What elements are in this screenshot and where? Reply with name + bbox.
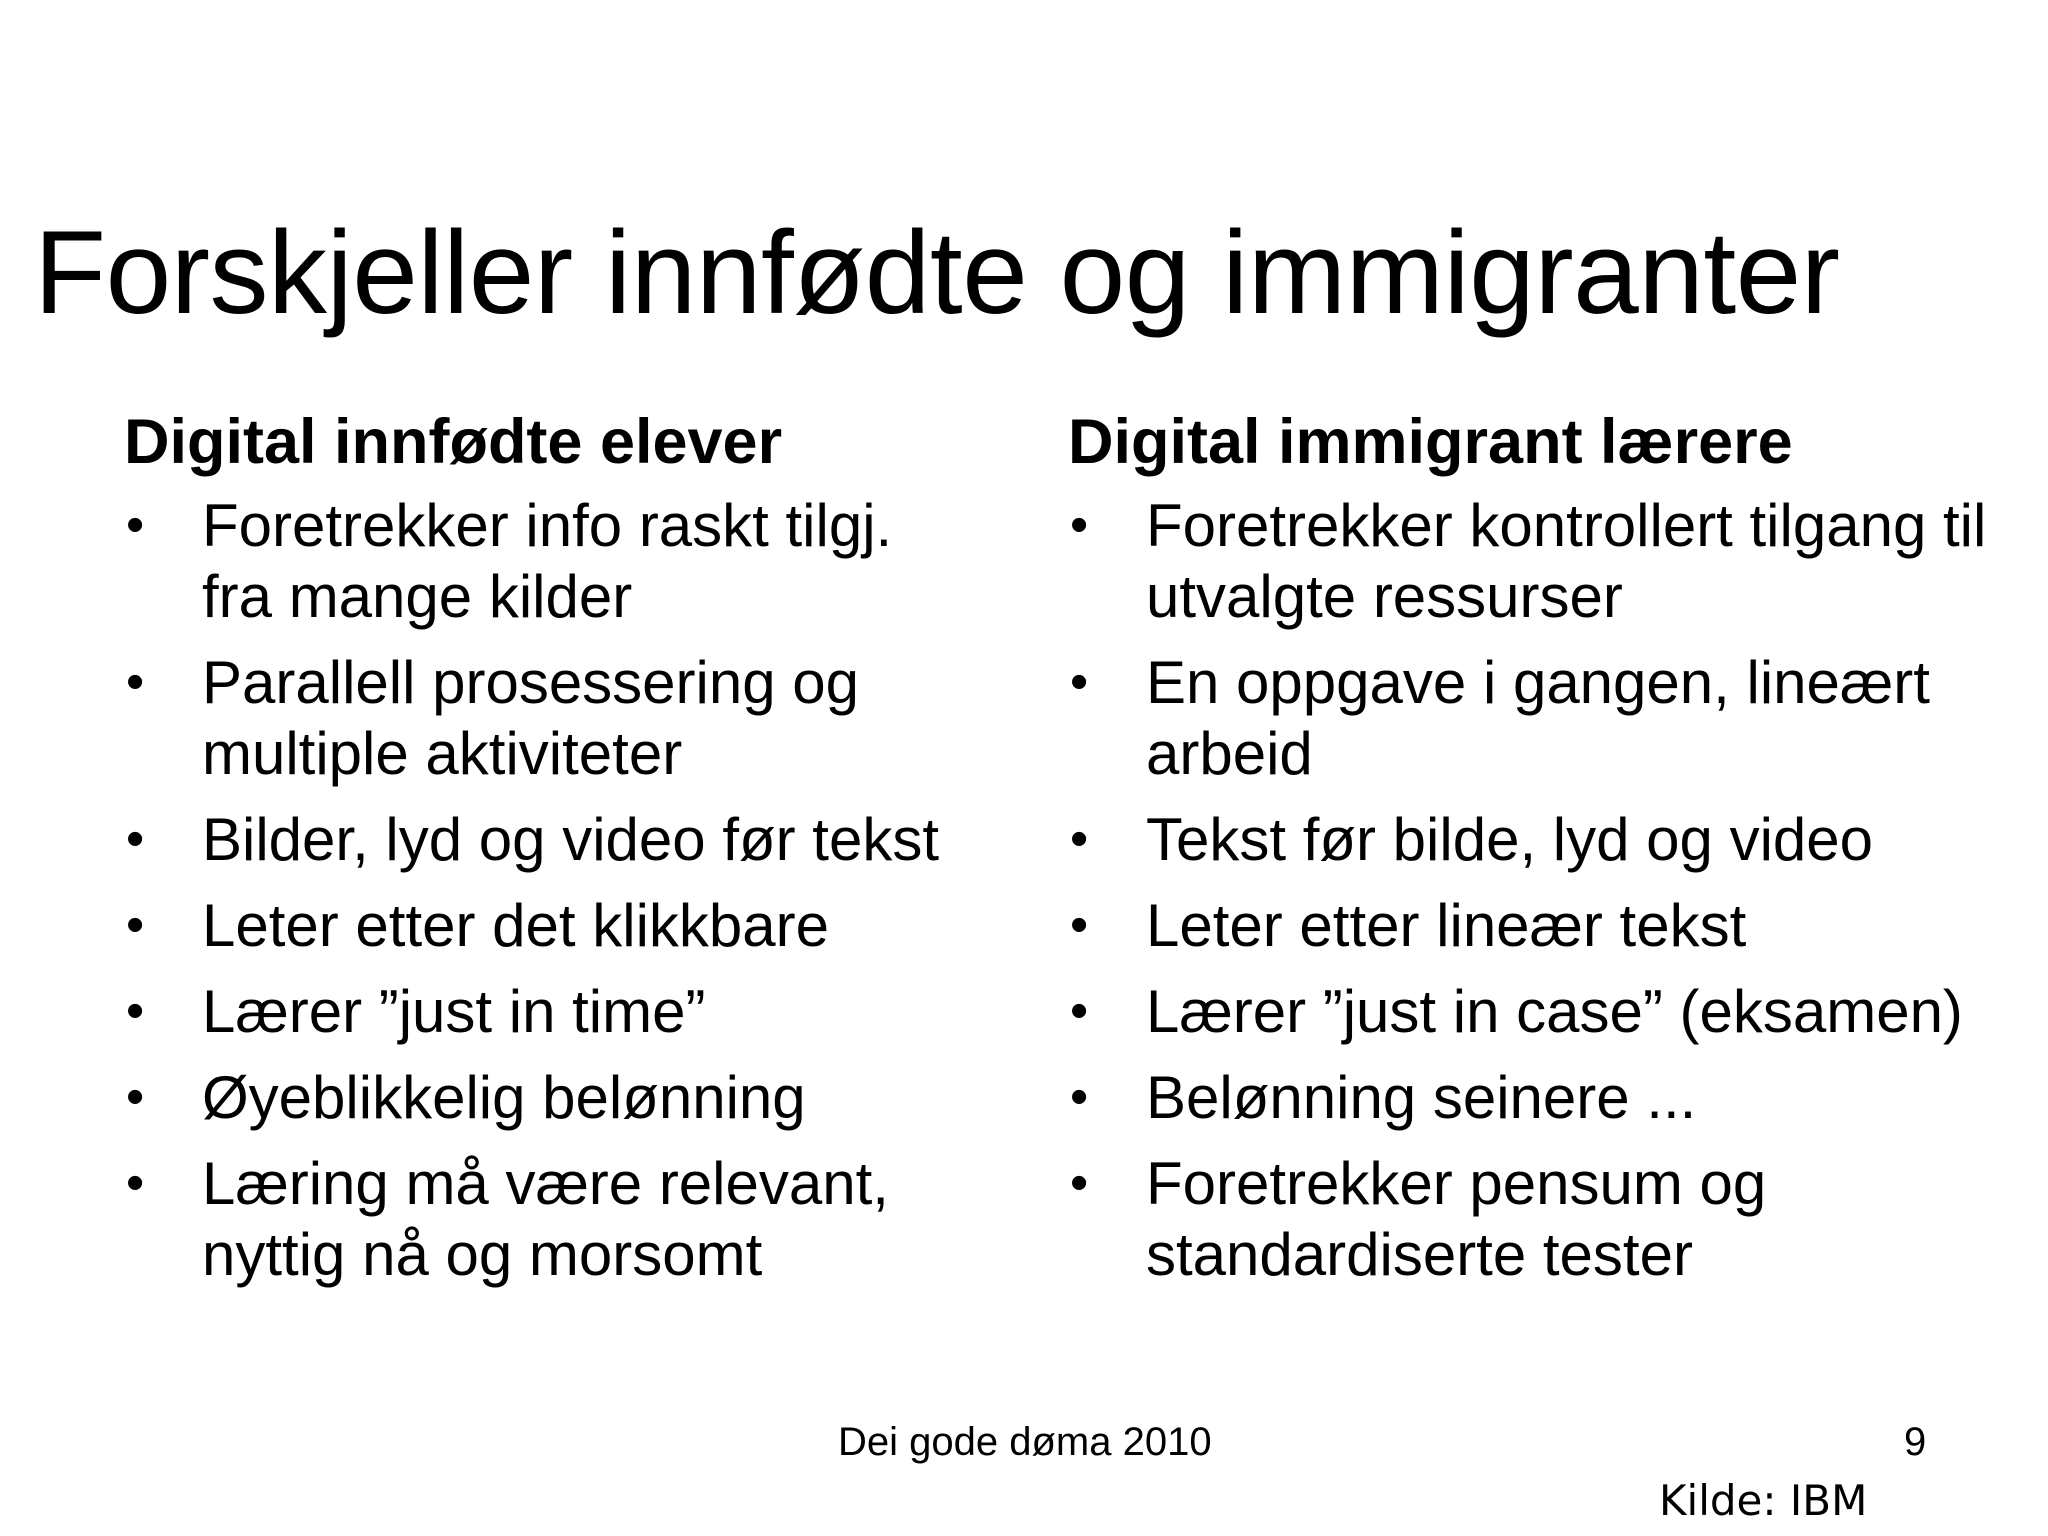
- source-note: Kilde: IBM: [1659, 1476, 1868, 1525]
- bullet-icon: •: [1070, 496, 1089, 554]
- left-column-heading: Digital innfødte elever: [124, 407, 783, 477]
- list-item-text: Leter etter det klikkbare: [202, 892, 829, 959]
- bullet-icon: •: [1070, 1068, 1089, 1126]
- bullet-icon: •: [1070, 896, 1089, 954]
- bullet-icon: •: [126, 1068, 145, 1126]
- slide-number: 9: [1904, 1420, 1927, 1464]
- bullet-icon: •: [126, 1154, 145, 1212]
- bullet-icon: •: [1070, 810, 1089, 868]
- bullet-icon: •: [126, 496, 145, 554]
- list-item-text: Leter etter lineær tekst: [1146, 892, 1747, 959]
- list-item-text: En oppgave i gangen, lineært arbeid: [1146, 649, 1930, 787]
- list-item: [124, 1148, 1004, 1290]
- list-item: [124, 804, 1004, 875]
- list-item: [1068, 890, 2048, 961]
- list-item-text: Bilder, lyd og video før tekst: [202, 806, 939, 873]
- list-item: [1068, 1062, 2048, 1133]
- slide-title: Forskjeller innfødte og immigranter: [34, 207, 1840, 339]
- list-item: [124, 1062, 1004, 1133]
- list-item: [1068, 804, 2048, 875]
- left-bullet-list: [124, 490, 1004, 1290]
- bullet-icon: •: [126, 896, 145, 954]
- list-item-text: Læring må være relevant, nyttig nå og morsomt: [202, 1150, 889, 1288]
- list-item: [124, 890, 1004, 961]
- list-item: [124, 647, 1004, 789]
- right-bullet-list: [1068, 490, 2048, 1290]
- list-item-text: Foretrekker info raskt tilgj. fra mange kilder: [202, 492, 893, 630]
- list-item: [124, 490, 1004, 632]
- right-column: [1068, 400, 2048, 1305]
- list-item-text: Tekst før bilde, lyd og video: [1146, 806, 1874, 873]
- slide-footer: Dei gode døma 2010: [838, 1420, 1212, 1464]
- bullet-icon: •: [126, 653, 145, 711]
- bullet-icon: •: [126, 810, 145, 868]
- list-item-text: Foretrekker pensum og standardiserte tester: [1146, 1150, 1767, 1288]
- left-column: [124, 400, 1004, 1305]
- list-item: [124, 976, 1004, 1047]
- list-item-text: Foretrekker kontrollert tilgang til utvalgte ressurser: [1146, 492, 1987, 630]
- right-column-heading: Digital immigrant lærere: [1068, 407, 1793, 477]
- list-item: [1068, 976, 2048, 1047]
- list-item-text: Øyeblikkelig belønning: [202, 1064, 806, 1131]
- bullet-icon: •: [1070, 1154, 1089, 1212]
- list-item: [1068, 647, 2048, 789]
- list-item: [1068, 490, 2048, 632]
- list-item-text: Belønning seinere ...: [1146, 1064, 1697, 1131]
- list-item-text: Lærer ”just in case” (eksamen): [1146, 978, 1963, 1045]
- list-item: [1068, 1148, 2048, 1290]
- list-item-text: Parallell prosessering og multiple aktiviteter: [202, 649, 860, 787]
- bullet-icon: •: [1070, 653, 1089, 711]
- bullet-icon: •: [1070, 982, 1089, 1040]
- bullet-icon: •: [126, 982, 145, 1040]
- list-item-text: Lærer ”just in time”: [202, 978, 706, 1045]
